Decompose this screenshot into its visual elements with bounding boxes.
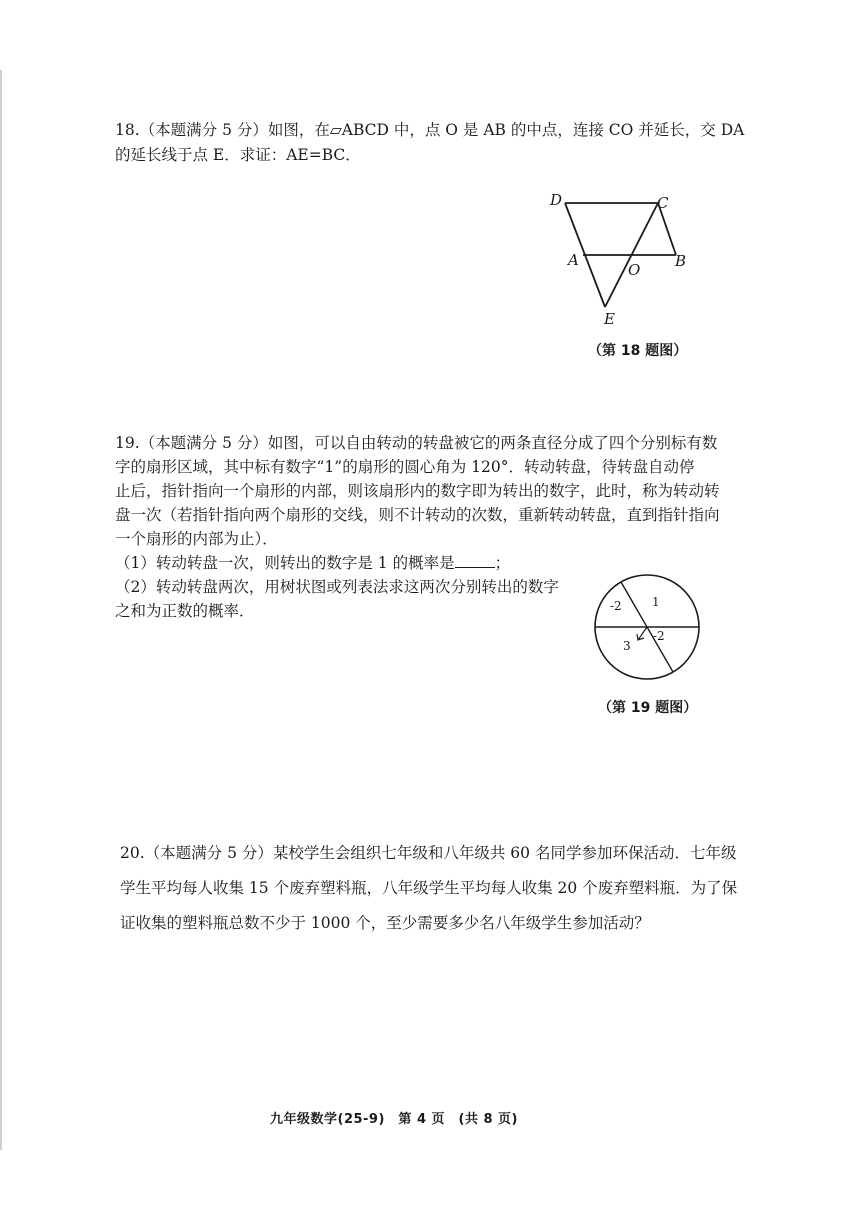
question-18-line-2: 的延长线于点 E．求证：AE=BC． <box>115 146 361 164</box>
question-19-line-5: 一个扇形的内部为止）． <box>115 530 278 548</box>
sector-label-top-right: 1 <box>652 595 660 609</box>
question-18 <box>115 118 745 168</box>
figure-19-spinner <box>590 570 705 685</box>
label-D: D <box>550 191 563 209</box>
figure-18 <box>540 185 710 330</box>
label-B: B <box>675 252 687 270</box>
page-footer: 九年级数学(25-9) 第 4 页 (共 8 页) <box>270 1112 518 1127</box>
part-1-suffix: ； <box>494 554 511 572</box>
question-18-line-1: 18.（本题满分 5 分）如图，在▱ABCD 中，点 O 是 AB 的中点，连接 CO 并延长，交 DA <box>115 121 745 139</box>
question-19-part-2-line-1: （2）转动转盘两次，用树状图或列表法求这两次分别转出的数字 <box>115 578 559 596</box>
question-20-line-2: 学生平均每人收集 15 个废弃塑料瓶，八年级学生平均每人收集 20 个废弃塑料瓶．为了保 <box>120 879 738 897</box>
question-20 <box>120 836 738 941</box>
question-19-line-2: 字的扇形区域，其中标有数字“1”的扇形的圆心角为 120°．转动转盘，待转盘自动停 <box>115 458 695 476</box>
scan-edge <box>0 70 2 1150</box>
question-19-part-2-line-2: 之和为正数的概率． <box>115 602 255 620</box>
spinner-pointer <box>637 627 647 640</box>
label-C: C <box>657 194 669 212</box>
sector-label-bottom-right: -2 <box>653 629 665 643</box>
label-E: E <box>604 310 615 328</box>
sector-label-bottom-left: 3 <box>623 639 631 653</box>
label-A: A <box>568 251 579 269</box>
figure-18-caption: （第 18 题图） <box>588 343 688 359</box>
answer-blank <box>455 553 495 568</box>
question-19-line-4: 盘一次（若指针指向两个扇形的交线，则不计转动的次数，重新转动转盘，直到指针指向 <box>115 506 720 524</box>
question-20-line-1: 20.（本题满分 5 分）某校学生会组织七年级和八年级共 60 名同学参加环保活动．七年级 <box>120 844 737 862</box>
figure-19-caption: （第 19 题图） <box>598 700 698 716</box>
part-1-text: （1）转动转盘一次，则转出的数字是 1 的概率是 <box>115 554 455 572</box>
sector-label-top-left: -2 <box>610 599 622 613</box>
label-O: O <box>628 261 641 279</box>
question-19-line-1: 19.（本题满分 5 分）如图，可以自由转动的转盘被它的两条直径分成了四个分别标有数 <box>115 434 718 452</box>
question-19-line-3: 止后，指针指向一个扇形的内部，则该扇形内的数字即为转出的数字，此时，称为转动转 <box>115 482 720 500</box>
question-20-line-3: 证收集的塑料瓶总数不少于 1000 个，至少需要多少名八年级学生参加活动？ <box>120 914 650 932</box>
